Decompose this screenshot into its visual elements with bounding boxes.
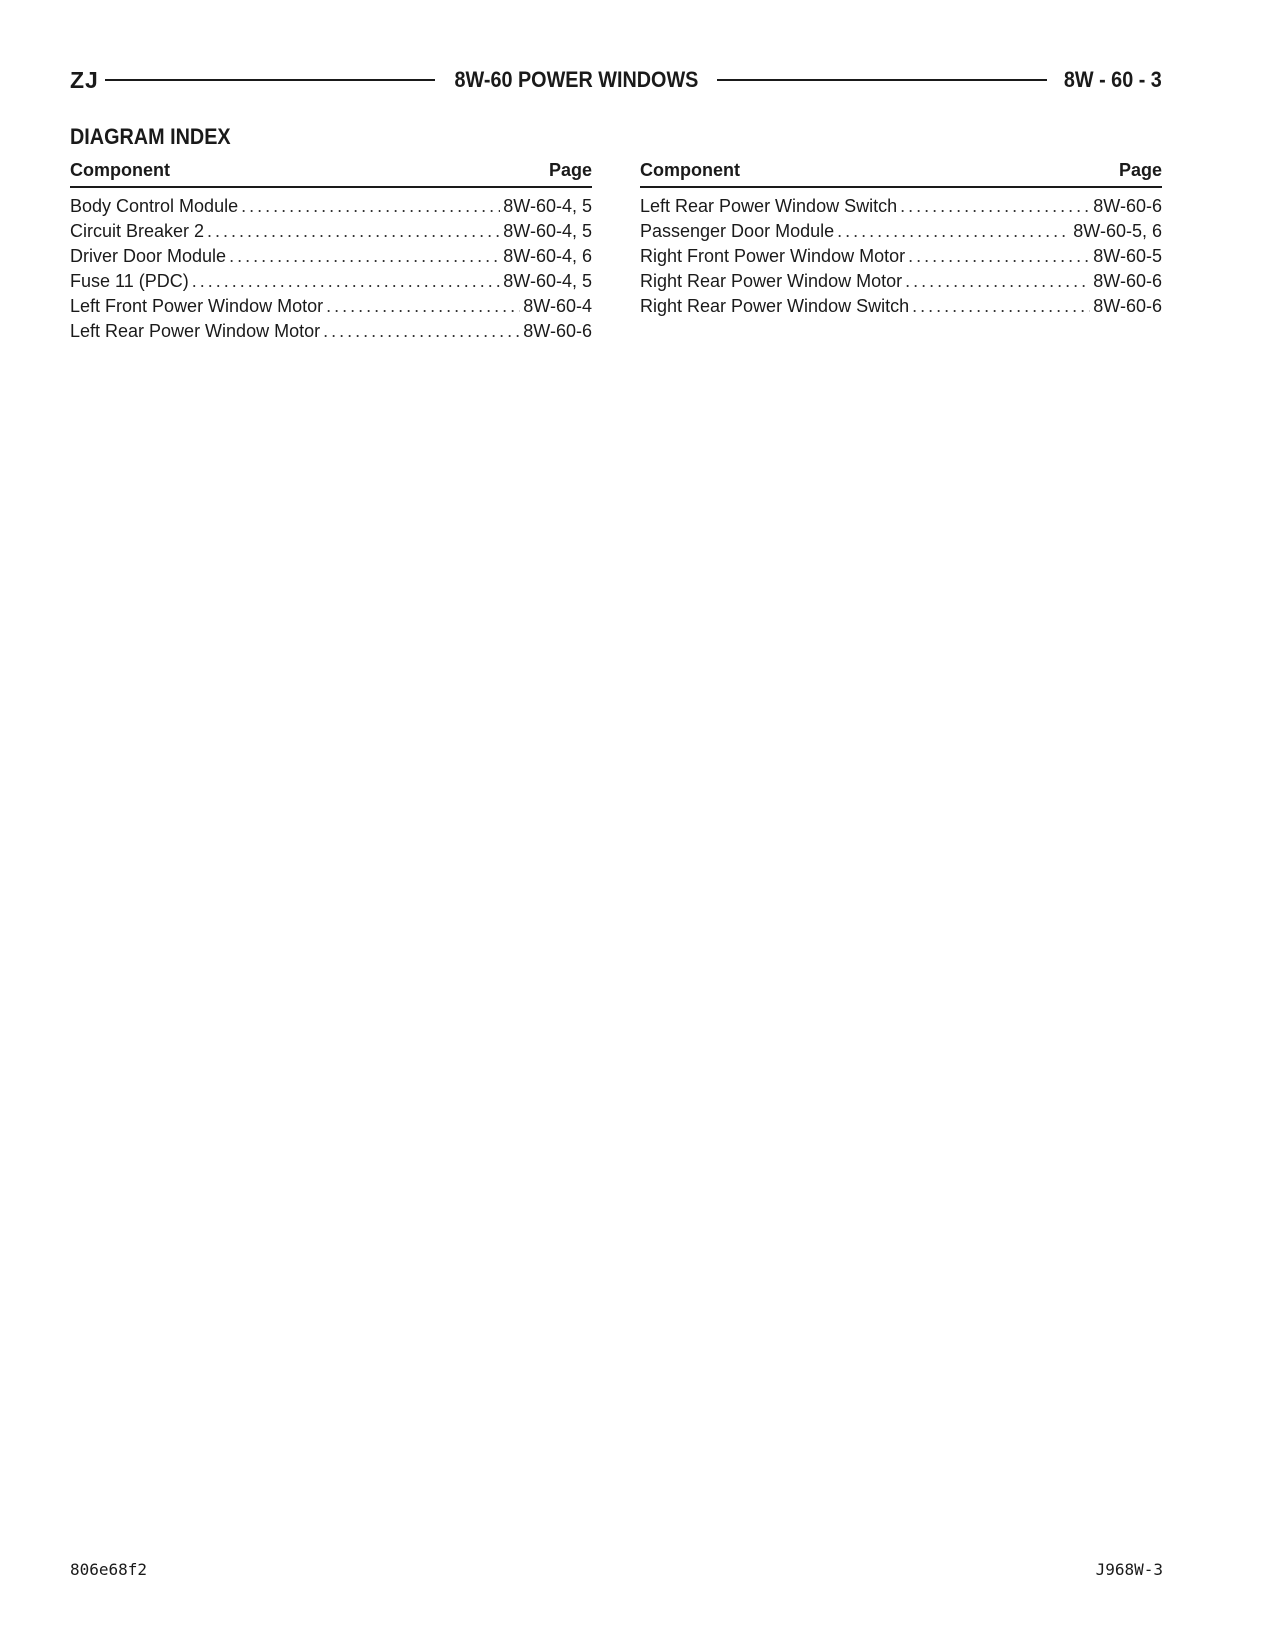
index-entry (70, 219, 592, 244)
index-entry (640, 269, 1162, 294)
dot-leader (900, 194, 1090, 219)
index-entry (640, 244, 1162, 269)
entry-page: 8W-60-4, 5 (503, 271, 592, 291)
index-column-right (640, 160, 1162, 319)
entry-component: Circuit Breaker 2 (70, 221, 205, 241)
entry-component: Right Rear Power Window Switch (640, 296, 910, 316)
entry-page: 8W-60-4, 6 (503, 246, 592, 266)
dot-leader (912, 294, 1090, 319)
component-header: Component (70, 160, 170, 180)
entry-component: Left Front Power Window Motor (70, 296, 324, 316)
page-header-label: Page (1118, 160, 1162, 180)
entry-component: Left Rear Power Window Switch (640, 196, 898, 216)
entry-page: 8W-60-6 (523, 321, 592, 341)
dot-leader (326, 294, 520, 319)
dot-leader (192, 269, 501, 294)
column-header (640, 160, 1162, 188)
dot-leader (229, 244, 500, 269)
component-header: Component (640, 160, 740, 180)
page-header (70, 62, 1162, 98)
index-column-left (70, 160, 592, 344)
entry-component: Passenger Door Module (640, 221, 835, 241)
entry-page: 8W-60-6 (1093, 296, 1162, 316)
dot-leader (908, 244, 1090, 269)
page-number: 8W - 60 - 3 (1064, 67, 1162, 92)
entry-component: Fuse 11 (PDC) (70, 271, 189, 291)
entry-component: Body Control Module (70, 196, 239, 216)
entry-page: 8W-60-4, 5 (503, 221, 592, 241)
diagram-index-title: DIAGRAM INDEX (70, 124, 231, 149)
entry-page: 8W-60-6 (1093, 196, 1162, 216)
index-entry (70, 244, 592, 269)
column-header (70, 160, 592, 188)
index-entry (70, 269, 592, 294)
section-heading: 8W-60 POWER WINDOWS (454, 67, 698, 92)
header-rule-right (717, 79, 1047, 81)
dot-leader (837, 219, 1070, 244)
index-entry (70, 294, 592, 319)
dot-leader (323, 319, 520, 344)
index-entry (640, 294, 1162, 319)
entry-component: Driver Door Module (70, 246, 227, 266)
footer-code: 806e68f2 (70, 1560, 148, 1579)
page-header-label: Page (548, 160, 592, 180)
entry-component: Left Rear Power Window Motor (70, 321, 321, 341)
entry-page: 8W-60-5, 6 (1073, 221, 1162, 241)
index-entry (70, 319, 592, 344)
entry-component: Right Front Power Window Motor (640, 246, 906, 266)
dot-leader (241, 194, 500, 219)
footer-page-id: J968W-3 (1095, 1560, 1163, 1579)
index-entry (640, 219, 1162, 244)
entry-component: Right Rear Power Window Motor (640, 271, 903, 291)
vehicle-code: ZJ (70, 66, 99, 93)
entry-page: 8W-60-5 (1093, 246, 1162, 266)
header-rule-left (105, 79, 435, 81)
entry-page: 8W-60-4 (523, 296, 592, 316)
index-entry (70, 194, 592, 219)
dot-leader (207, 219, 500, 244)
entry-page: 8W-60-4, 5 (503, 196, 592, 216)
entry-page: 8W-60-6 (1093, 271, 1162, 291)
dot-leader (905, 269, 1090, 294)
index-entry (640, 194, 1162, 219)
